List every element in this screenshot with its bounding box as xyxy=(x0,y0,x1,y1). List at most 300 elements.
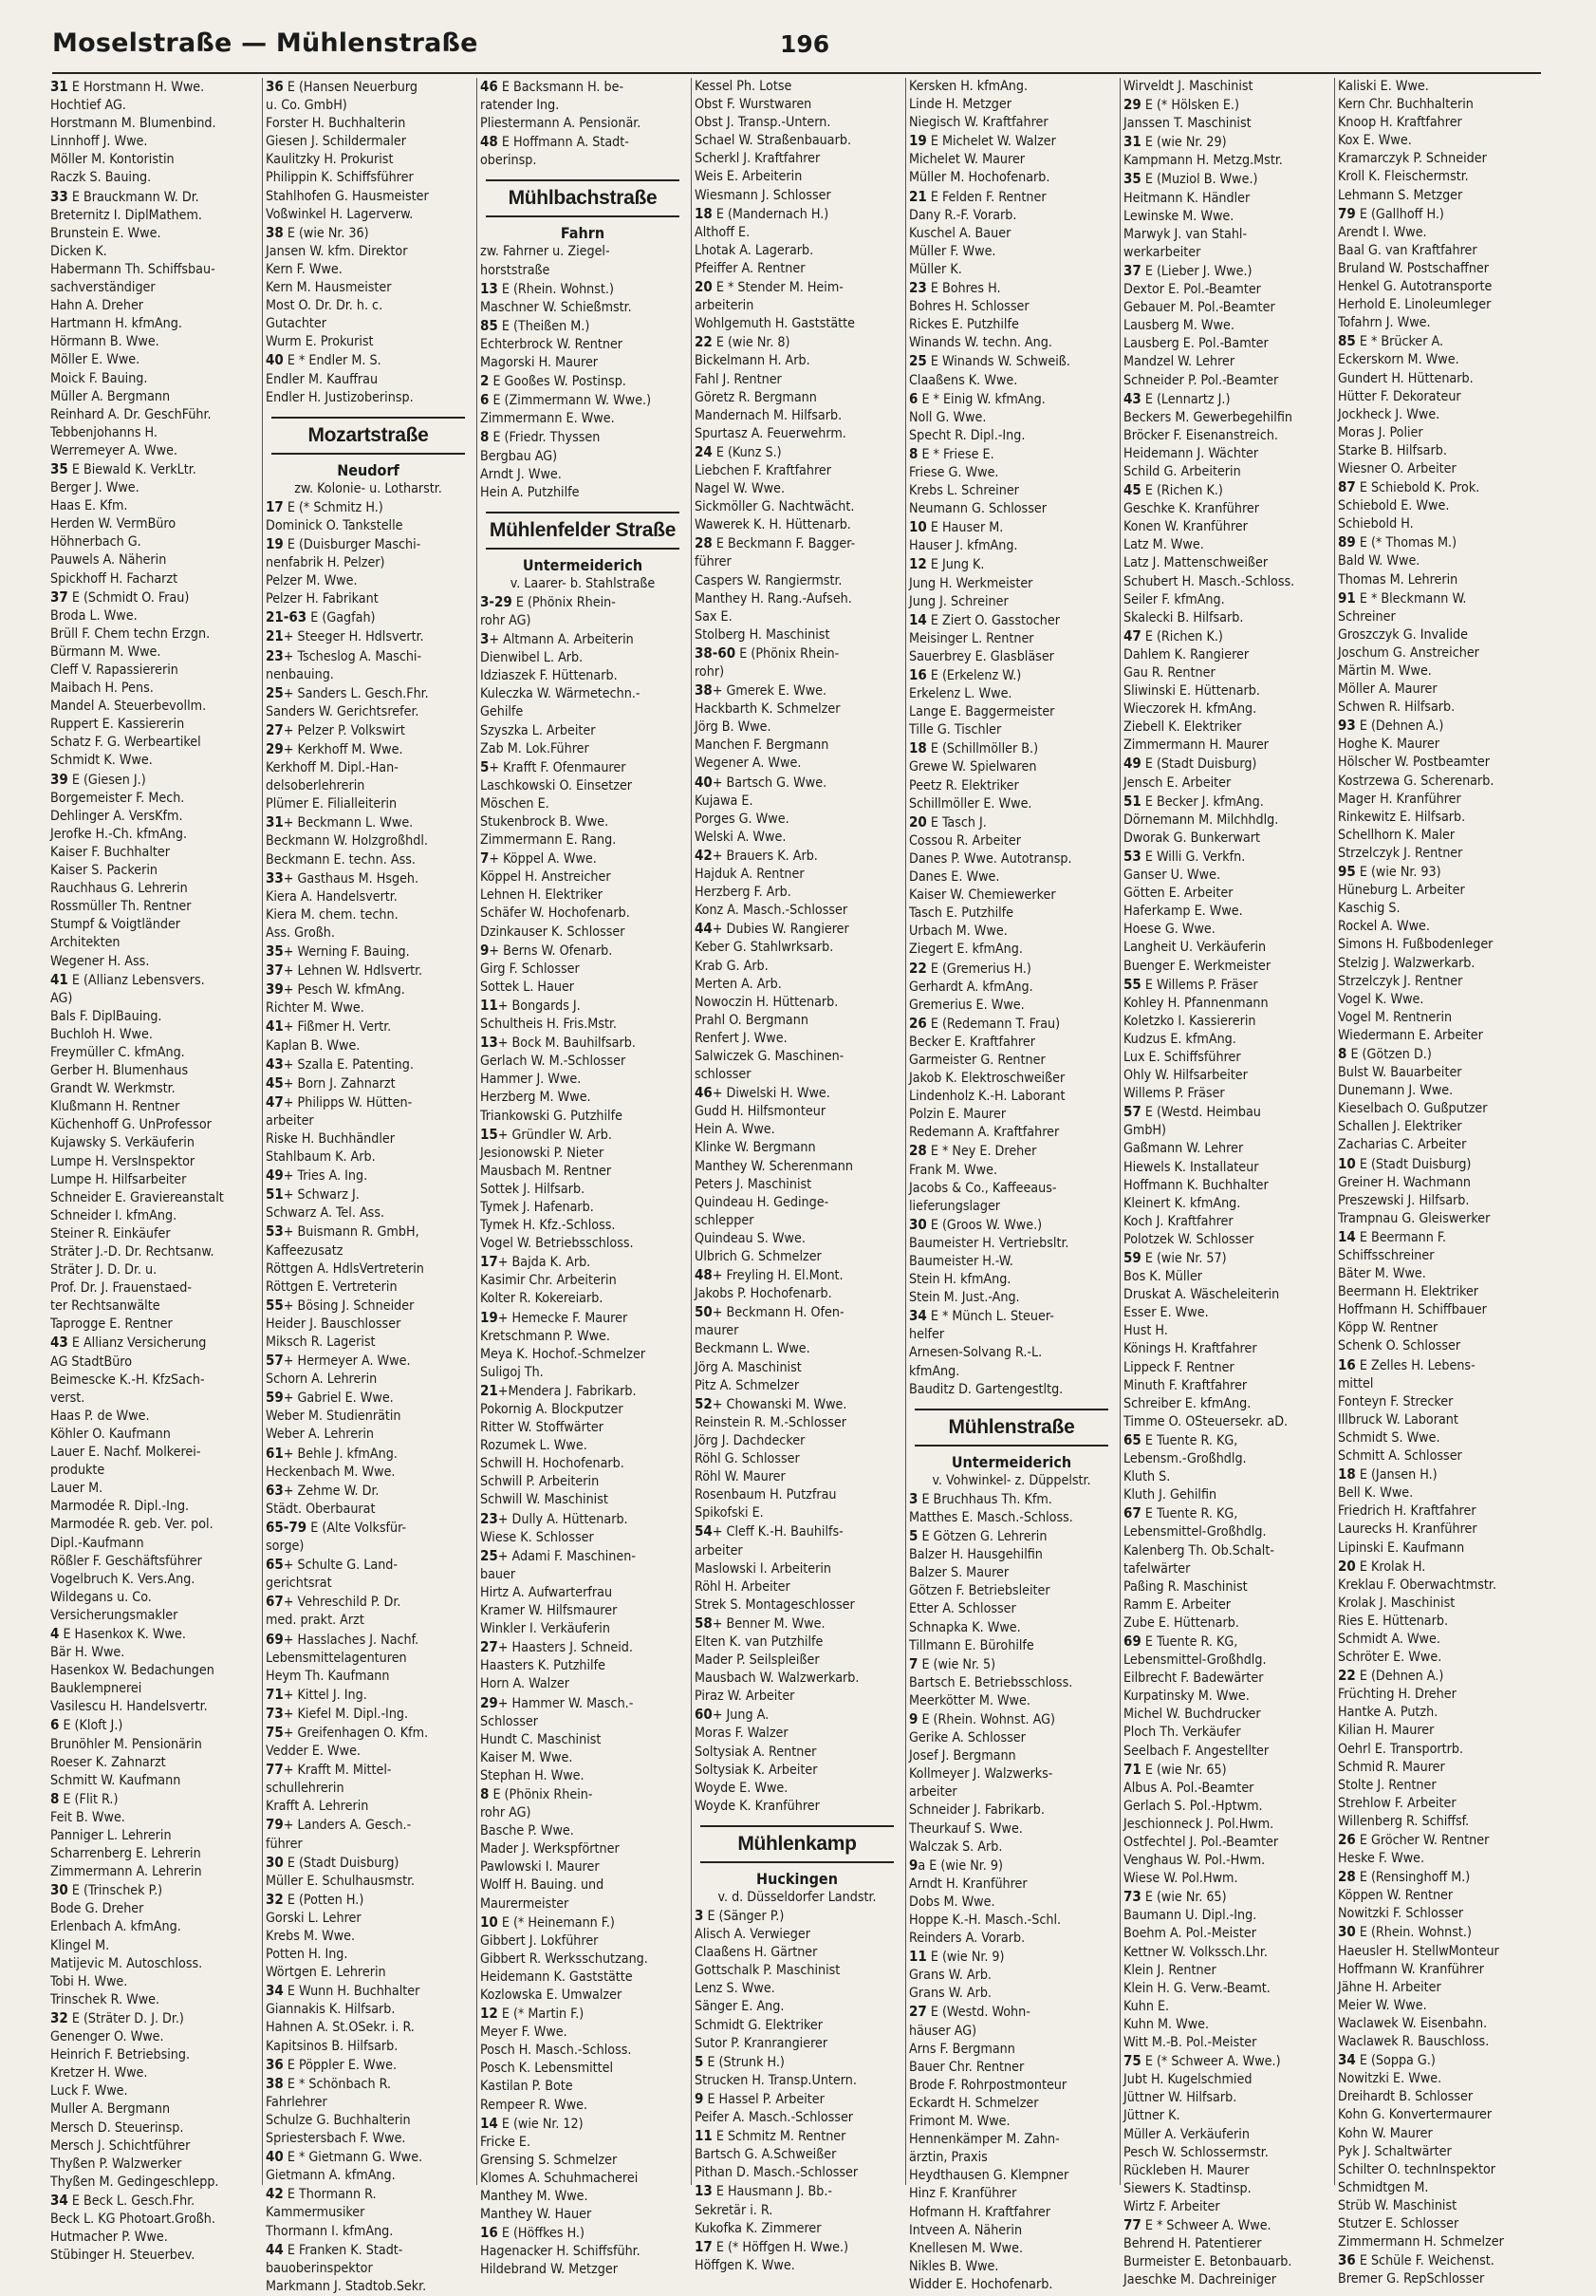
district-label: Fahrn xyxy=(560,224,605,243)
house-number: 30 xyxy=(1338,1923,1356,1941)
resident-entry xyxy=(695,2202,900,2220)
resident-entry xyxy=(1123,1834,1328,1852)
entry-text: E Tasch J. xyxy=(926,814,987,831)
entry-text: Maschner W. Schießmstr. xyxy=(480,299,632,315)
entry-text: Haeusler H. StellwMonteur xyxy=(1338,1943,1499,1959)
house-entry xyxy=(480,1034,685,1053)
entry-text: bauer xyxy=(480,1566,516,1582)
resident-entry xyxy=(50,1062,256,1080)
entry-text: Brode F. Rohrpostmonteur xyxy=(909,2077,1067,2093)
entry-text: Laschkowski O. Einsetzer xyxy=(480,777,633,793)
house-entry xyxy=(50,971,256,990)
entry-text: Welski A. Wwe. xyxy=(695,829,787,845)
entry-text: Hammer J. Wwe. xyxy=(480,1072,582,1088)
entry-text: Horn A. Walzer xyxy=(480,1676,570,1692)
entry-text: Konz A. Masch.-Schlosser xyxy=(695,903,848,919)
house-number: 6 xyxy=(909,389,919,407)
entry-text: schlepper xyxy=(695,1212,754,1228)
entry-text: nenfabrik H. Pelzer) xyxy=(266,555,385,571)
entry-text: + Gabriel E. Wwe. xyxy=(283,1391,394,1407)
resident-entry xyxy=(50,916,256,934)
entry-text: Jähne H. Arbeiter xyxy=(1338,1979,1441,1995)
entry-text: + Krafft M. Mittel- xyxy=(283,1763,392,1779)
house-entry xyxy=(266,1556,471,1575)
entry-text: + Gmerek E. Wwe. xyxy=(712,683,827,700)
resident-entry xyxy=(50,1772,256,1790)
resident-entry xyxy=(480,2134,685,2152)
resident-entry xyxy=(480,1217,685,1235)
resident-entry xyxy=(50,1827,256,1845)
entry-text: E (Kloft J.) xyxy=(59,1718,123,1734)
house-number: 23 xyxy=(909,279,927,297)
resident-entry xyxy=(909,887,1114,905)
entry-text: Gaßmann W. Lehrer xyxy=(1123,1141,1244,1157)
resident-entry xyxy=(1338,96,1543,114)
street-heading: Mühlbachstraße xyxy=(486,179,679,217)
house-number: 85 xyxy=(1338,332,1356,350)
entry-text: Mersch J. Schichtführer xyxy=(50,2137,191,2154)
house-entry xyxy=(1123,262,1328,281)
entry-text: Dany R.-F. Vorarb. xyxy=(909,207,1017,223)
resident-entry xyxy=(1123,573,1328,591)
entry-text: Wiesmann J. Schlosser xyxy=(695,187,831,203)
resident-entry xyxy=(909,1106,1114,1124)
resident-entry xyxy=(1123,1159,1328,1177)
resident-entry xyxy=(909,850,1114,868)
house-entry xyxy=(1338,1465,1543,1484)
entry-text: E Becker J. kfmAng. xyxy=(1141,793,1264,810)
entry-text: Boehm A. Pol.-Meister xyxy=(1123,1926,1256,1942)
resident-entry xyxy=(1338,515,1543,533)
house-number: 36 xyxy=(266,78,284,95)
entry-text: Jubt H. Kugelschmied xyxy=(1123,2072,1253,2088)
house-entry xyxy=(1338,1045,1543,1064)
entry-text: E (* Höffgen H. Wwe.) xyxy=(712,2239,849,2255)
entry-text: E (Westd. Heimbau xyxy=(1141,1105,1261,1121)
entry-text: Fonteyn F. Strecker xyxy=(1338,1393,1454,1409)
entry-text: Marmodée R. geb. Ver. pol. xyxy=(50,1517,213,1533)
resident-entry xyxy=(1338,1319,1543,1337)
entry-text: E * Einig W. kfmAng. xyxy=(918,391,1046,407)
entry-text: Endler M. Kauffrau xyxy=(266,371,379,387)
entry-text: Dörnemann M. Milchhdlg. xyxy=(1123,812,1279,828)
resident-entry xyxy=(1123,1140,1328,1158)
directory-column xyxy=(1334,78,1549,2287)
entry-text: Ploch Th. Verkäufer xyxy=(1123,1725,1241,1741)
house-entry xyxy=(266,1055,471,1074)
resident-entry xyxy=(1123,554,1328,572)
house-entry xyxy=(480,133,685,152)
resident-entry xyxy=(1338,1887,1543,1905)
resident-entry xyxy=(1338,1027,1543,1045)
resident-entry xyxy=(1123,885,1328,903)
resident-entry xyxy=(695,389,900,407)
resident-entry xyxy=(909,1729,1114,1747)
resident-entry xyxy=(480,1071,685,1089)
house-entry xyxy=(50,1334,256,1353)
house-entry xyxy=(1338,1831,1543,1850)
entry-text: Most O. Dr. Dr. h. c. xyxy=(266,298,383,314)
house-entry xyxy=(480,1382,685,1401)
resident-entry xyxy=(50,1026,256,1044)
entry-text: Garmeister G. Rentner xyxy=(909,1052,1046,1068)
entry-text: Sträter J.-D. Dr. Rechtsanw. xyxy=(50,1244,214,1260)
resident-entry xyxy=(266,2019,471,2037)
entry-text: E (Phönix Rhein- xyxy=(735,645,840,662)
resident-entry xyxy=(480,685,685,703)
resident-entry xyxy=(1123,1413,1328,1431)
resident-entry xyxy=(1338,78,1543,96)
house-entry xyxy=(480,1253,685,1272)
entry-text: + Landers A. Gesch.- xyxy=(283,1818,412,1834)
entry-text: Maslowski I. Arbeiterin xyxy=(695,1560,832,1577)
resident-entry xyxy=(1123,2107,1328,2125)
entry-text: Lux E. Schiffsführer xyxy=(1123,1049,1241,1065)
entry-text: Waclawek R. Bauschloss. xyxy=(1338,2034,1490,2050)
entry-text: Weber M. Studienrätin xyxy=(266,1409,401,1425)
entry-text: a E (wie Nr. 9) xyxy=(918,1857,1003,1874)
entry-text: Zube E. Hüttenarb. xyxy=(1123,1615,1239,1631)
entry-text: Stolte J. Rentner xyxy=(1338,1777,1437,1793)
resident-entry xyxy=(1123,1268,1328,1286)
entry-text: maurer xyxy=(695,1323,739,1339)
resident-entry xyxy=(1123,2126,1328,2144)
resident-entry xyxy=(50,1279,256,1297)
resident-entry xyxy=(1338,2197,1543,2215)
entry-text: Lebensmittelagenturen xyxy=(266,1650,407,1666)
entry-text: Stein H. kfmAng. xyxy=(909,1272,1011,1288)
entry-text: + Zehme W. Dr. xyxy=(283,1483,380,1499)
resident-entry xyxy=(695,1432,900,1450)
house-entry xyxy=(266,813,471,832)
resident-entry xyxy=(1123,1688,1328,1706)
resident-entry xyxy=(50,716,256,734)
entry-text: Hahnen A. St.OSekr. i. R. xyxy=(266,2020,415,2036)
entry-text: Weis E. Arbeiterin xyxy=(695,169,803,185)
entry-text: Genenger O. Wwe. xyxy=(50,2029,164,2045)
house-number: 3 xyxy=(695,1907,704,1924)
resident-entry xyxy=(50,225,256,243)
house-entry xyxy=(266,224,471,243)
entry-text: Röttgen A. HdlsVertreterin xyxy=(266,1260,424,1277)
entry-text: E Krolak H. xyxy=(1355,1559,1426,1575)
resident-entry xyxy=(695,626,900,644)
entry-text: Früchting H. Dreher xyxy=(1338,1687,1457,1703)
entry-text: Mandzel W. Lehrer xyxy=(1123,354,1235,370)
resident-entry xyxy=(695,884,900,902)
entry-text: Strucken H. Transp.Untern. xyxy=(695,2072,857,2088)
house-entry xyxy=(695,1522,900,1541)
entry-text: Michelet W. Maurer xyxy=(909,152,1026,168)
resident-entry xyxy=(1338,460,1543,478)
house-entry xyxy=(1123,133,1328,152)
entry-text: Möller M. Kontoristin xyxy=(50,152,175,168)
entry-text: E (Redemann T. Frau) xyxy=(926,1016,1061,1032)
entry-text: Tillmann E. Bürohilfe xyxy=(909,1637,1034,1653)
entry-text: Tymek H. Kfz.-Schloss. xyxy=(480,1218,616,1234)
entry-text: Dworak G. Bunkerwart xyxy=(1123,830,1261,846)
entry-text: Bauer Chr. Rentner xyxy=(909,2059,1025,2075)
resident-entry xyxy=(909,2276,1114,2294)
entry-text: E (Friedr. Thyssen xyxy=(489,430,601,446)
resident-entry xyxy=(695,1725,900,1743)
entry-text: Könings H. Kraftfahrer xyxy=(1123,1341,1257,1357)
resident-entry xyxy=(1338,955,1543,973)
entry-text: Theurkauf S. Wwe. xyxy=(909,1820,1023,1837)
resident-entry xyxy=(909,464,1114,482)
entry-text: Bremer G. RepSchlosser xyxy=(1338,2271,1485,2287)
resident-entry xyxy=(1123,719,1328,737)
entry-text: Noll G. Wwe. xyxy=(909,409,987,425)
resident-entry xyxy=(50,1955,256,1973)
resident-entry xyxy=(50,1444,256,1462)
entry-text: Kretzer H. Wwe. xyxy=(50,2065,148,2081)
house-number: 23 xyxy=(266,646,284,664)
house-entry xyxy=(480,372,685,391)
entry-text: Salwiczek G. Maschinen- xyxy=(695,1048,844,1064)
resident-entry xyxy=(1123,518,1328,536)
house-number: 10 xyxy=(1338,1154,1356,1172)
resident-entry xyxy=(480,115,685,133)
house-number: 59 xyxy=(1123,1249,1141,1266)
entry-text: Druskat A. Wäscheleiterin xyxy=(1123,1287,1280,1303)
entry-text: Kilian H. Maurer xyxy=(1338,1723,1435,1739)
entry-text: Kaiser W. Chemiewerker xyxy=(909,887,1056,904)
house-number: 77 xyxy=(1123,2215,1141,2233)
house-entry xyxy=(909,1948,1114,1967)
entry-text: gerichtsrat xyxy=(266,1576,332,1592)
house-entry xyxy=(1123,2052,1328,2071)
resident-entry xyxy=(1338,1595,1543,1613)
entry-text: rohr) xyxy=(695,664,725,680)
entry-text: Scharrenberg E. Lehrerin xyxy=(50,1846,201,1862)
house-entry xyxy=(695,278,900,297)
entry-text: Pauwels A. Näherin xyxy=(50,552,167,569)
entry-text: Kramarczyk P. Schneider xyxy=(1338,151,1487,167)
resident-entry xyxy=(480,2097,685,2115)
resident-entry xyxy=(50,533,256,551)
resident-entry xyxy=(1338,626,1543,644)
resident-entry xyxy=(1338,663,1543,681)
house-number: 73 xyxy=(1123,1888,1141,1906)
resident-entry xyxy=(50,607,256,625)
entry-text: Stahlhofen G. Hausmeister xyxy=(266,188,429,204)
resident-entry xyxy=(266,906,471,924)
entry-text: Tofahrn J. Wwe. xyxy=(1338,315,1431,331)
house-entry xyxy=(1123,2216,1328,2235)
entry-text: Ulbrich G. Schmelzer xyxy=(695,1249,822,1264)
resident-entry xyxy=(480,1713,685,1731)
house-number: 69 xyxy=(1123,1632,1141,1650)
entry-text: verst. xyxy=(50,1390,85,1406)
resident-entry xyxy=(1123,1980,1328,1998)
entry-text: E Allianz Versicherung xyxy=(67,1335,207,1352)
entry-text: Schmid R. Maurer xyxy=(1338,1759,1445,1775)
entry-text: Claaßens H. Gärtner xyxy=(695,1945,818,1961)
house-number: 65 xyxy=(266,1556,284,1574)
resident-entry xyxy=(50,151,256,169)
entry-text: Baumeister H. Vertriebsltr. xyxy=(909,1235,1069,1251)
entry-text: E Ziert O. Gasstocher xyxy=(926,612,1061,628)
street-heading: Mühlenfelder Straße xyxy=(486,512,679,550)
house-number: 79 xyxy=(266,1816,284,1834)
entry-text: Müller M. Hochofenarb. xyxy=(909,170,1050,186)
entry-text: + Gründler W. Arb. xyxy=(497,1127,612,1143)
house-entry xyxy=(266,721,471,740)
entry-text: Grans W. Arb. xyxy=(909,1968,992,1984)
resident-entry xyxy=(1123,1304,1328,1322)
resident-entry xyxy=(1338,608,1543,626)
resident-entry xyxy=(1338,2033,1543,2051)
resident-entry xyxy=(480,1987,685,2005)
entry-text: Wildegans u. Co. xyxy=(50,1589,152,1605)
resident-entry xyxy=(266,1612,471,1630)
entry-text: Mandernach M. Hilfsarb. xyxy=(695,407,843,423)
resident-entry xyxy=(1123,609,1328,627)
resident-entry xyxy=(1123,921,1328,939)
house-entry xyxy=(480,1510,685,1529)
entry-text: Müller A. Verkäuferin xyxy=(1123,2126,1250,2142)
house-number: 71 xyxy=(1123,1760,1141,1778)
entry-text: bauoberinspektor xyxy=(266,2260,373,2276)
entry-text: E (Erkelenz W.) xyxy=(926,668,1022,683)
house-entry xyxy=(1123,976,1328,995)
house-entry xyxy=(266,1593,471,1612)
entry-text: Basche P. Wwe. xyxy=(480,1823,574,1839)
resident-entry xyxy=(695,242,900,260)
entry-text: + Krafft F. Ofenmaurer xyxy=(489,759,626,775)
entry-text: Kerkhoff M. Dipl.-Han- xyxy=(266,760,399,776)
house-entry xyxy=(1123,170,1328,189)
house-number: 34 xyxy=(909,1307,927,1325)
house-number: 19 xyxy=(480,1308,498,1326)
entry-text: Manthey W. Scherenmann xyxy=(695,1158,853,1174)
entry-text: + Hemecke F. Maurer xyxy=(497,1310,628,1326)
entry-text: Elten K. van Putzhilfe xyxy=(695,1633,824,1650)
entry-text: Kaulitzky H. Prokurist xyxy=(266,152,394,168)
entry-text: Redemann A. Kraftfahrer xyxy=(909,1125,1060,1141)
house-entry xyxy=(695,1266,900,1285)
resident-entry xyxy=(695,297,900,315)
house-number: 20 xyxy=(909,812,927,831)
resident-entry xyxy=(1123,1870,1328,1888)
entry-text: Architekten xyxy=(50,935,121,951)
house-entry xyxy=(695,920,900,939)
entry-text: E Hasenkox K. Wwe. xyxy=(59,1626,186,1642)
entry-text: Bartsch E. Betriebsschloss. xyxy=(909,1674,1073,1690)
house-number: 31 xyxy=(266,813,284,831)
resident-entry xyxy=(695,1212,900,1230)
entry-text: Jacobs & Co., Kaffeeaus- xyxy=(909,1180,1057,1196)
house-entry xyxy=(695,681,900,700)
house-number: 8 xyxy=(909,444,919,462)
resident-entry xyxy=(1338,1850,1543,1868)
resident-entry xyxy=(695,1998,900,2016)
resident-entry xyxy=(1123,427,1328,445)
house-number: 48 xyxy=(480,133,498,151)
resident-entry xyxy=(266,1836,471,1854)
house-number: 21 xyxy=(480,1381,498,1399)
resident-entry xyxy=(695,187,900,205)
house-entry xyxy=(695,2127,900,2146)
resident-entry xyxy=(480,649,685,667)
house-entry xyxy=(1123,481,1328,500)
entry-text: E (Hansen Neuerburg xyxy=(283,80,418,95)
entry-text: Sliwinski E. Hüttenarb. xyxy=(1123,683,1260,700)
house-number: 51 xyxy=(1123,792,1141,810)
resident-entry xyxy=(50,1607,256,1625)
entry-text: Latz M. Wwe. xyxy=(1123,537,1204,553)
resident-entry xyxy=(480,2060,685,2078)
house-number: 85 xyxy=(480,316,498,334)
house-number: 37 xyxy=(50,588,68,606)
resident-entry xyxy=(50,2247,256,2265)
resident-entry xyxy=(480,740,685,758)
resident-entry xyxy=(909,832,1114,850)
house-entry xyxy=(1338,332,1543,351)
resident-entry xyxy=(480,777,685,795)
house-entry xyxy=(1123,1103,1328,1122)
entry-text: Jansen W. kfm. Direktor xyxy=(266,243,408,259)
directory-column xyxy=(905,78,1120,2292)
resident-entry xyxy=(266,666,471,684)
house-entry xyxy=(50,1625,256,1644)
resident-entry xyxy=(1338,1484,1543,1503)
entry-text: Lenz S. Wwe. xyxy=(695,1981,775,1997)
entry-text: Gerike A. Schlosser xyxy=(909,1730,1026,1746)
resident-entry xyxy=(50,808,256,826)
entry-text: Schwill H. Hochofenarb. xyxy=(480,1456,624,1472)
entry-text: Witt M.-B. Pol.-Meister xyxy=(1123,2035,1257,2051)
entry-text: + Kerkhoff M. Wwe. xyxy=(283,742,403,757)
house-number: 30 xyxy=(909,1215,927,1233)
house-entry xyxy=(480,630,685,649)
resident-entry xyxy=(480,1401,685,1419)
house-entry xyxy=(266,1982,471,2001)
entry-text: Luck F. Wwe. xyxy=(50,2083,128,2100)
resident-entry xyxy=(695,132,900,150)
entry-text: oberinsp. xyxy=(480,153,537,169)
entry-text: Moick F. Bauing. xyxy=(50,370,148,386)
entry-text: E (Stadt Duisburg) xyxy=(1355,1156,1472,1172)
entry-text: delsoberlehrerin xyxy=(266,778,365,794)
entry-text: Gremerius E. Wwe. xyxy=(909,997,1025,1013)
resident-entry xyxy=(50,934,256,952)
entry-text: sachverständiger xyxy=(50,280,156,296)
house-entry xyxy=(266,1445,471,1464)
entry-text: E Michelet W. Walzer xyxy=(926,134,1056,150)
entry-text: Thyßen P. Walzwerker xyxy=(50,2156,182,2172)
resident-entry xyxy=(480,1840,685,1858)
entry-text: Röhl W. Maurer xyxy=(695,1469,786,1485)
resident-entry xyxy=(480,2152,685,2170)
entry-text: Krafft A. Lehrerin xyxy=(266,1799,369,1815)
resident-entry xyxy=(1338,754,1543,772)
entry-text: Götten E. Arbeiter xyxy=(1123,886,1234,902)
directory-column xyxy=(47,78,262,2264)
entry-text: E (Westd. Wohn- xyxy=(926,2005,1030,2021)
resident-entry xyxy=(1338,1136,1543,1154)
resident-entry xyxy=(909,1509,1114,1527)
resident-entry xyxy=(1123,1578,1328,1596)
resident-entry xyxy=(695,168,900,186)
entry-text: Röhl G. Schlosser xyxy=(695,1451,800,1467)
resident-entry xyxy=(1338,736,1543,754)
house-entry xyxy=(695,2238,900,2257)
house-entry xyxy=(50,1716,256,1735)
resident-entry xyxy=(1338,1283,1543,1301)
entry-text: Gottschalk P. Maschinist xyxy=(695,1963,841,1979)
